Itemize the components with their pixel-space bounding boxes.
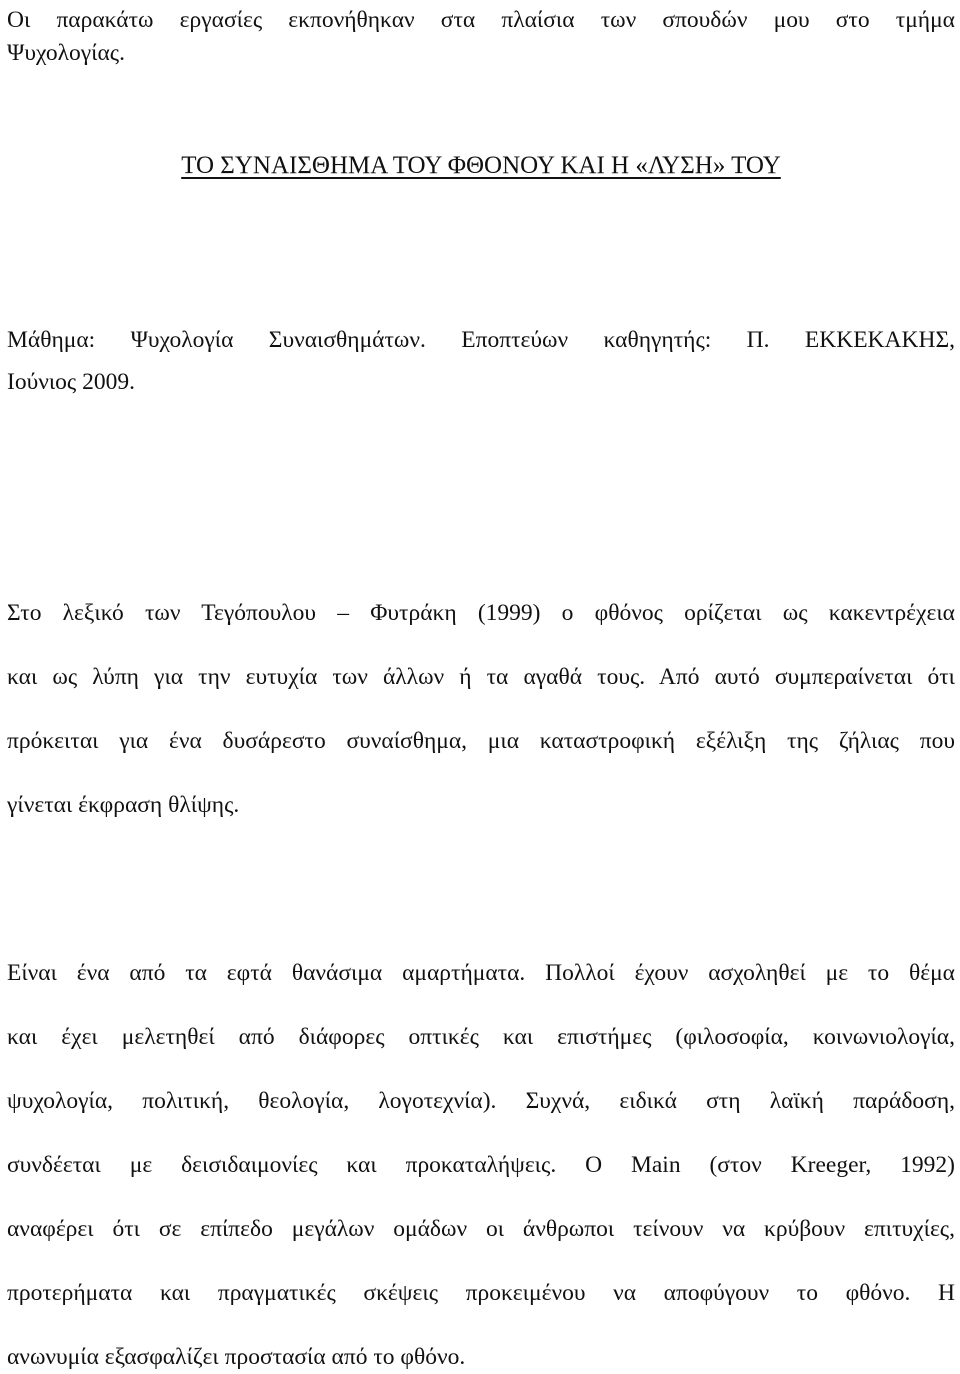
- intro-text-line: Ψυχολογίας.: [7, 40, 125, 66]
- paragraph-line: και ως λύπη για την ευτυχία των άλλων ή τα αγαθά τους. Από αυτό συμπεραίνεται ότι: [7, 664, 955, 690]
- course-meta-line: Μάθημα: Ψυχολογία Συναισθημάτων. Εποπτεύων καθηγητής: Π. ΕΚΚΕΚΑΚΗΣ,: [7, 327, 955, 353]
- paragraph-line: γίνεται έκφραση θλίψης.: [7, 792, 240, 818]
- paragraph-line: Στο λεξικό των Τεγόπουλου – Φυτράκη (1999) ο φθόνος ορίζεται ως κακεντρέχεια: [7, 600, 955, 626]
- paragraph-line: Είναι ένα από τα εφτά θανάσιμα αμαρτήματα. Πολλοί έχουν ασχοληθεί με το θέμα: [7, 960, 955, 986]
- paragraph-line: ψυχολογία, πολιτική, θεολογία, λογοτεχνία). Συχνά, ειδικά στη λαϊκή παράδοση,: [7, 1088, 955, 1114]
- course-meta-line: Ιούνιος 2009.: [7, 369, 135, 395]
- document-title: ΤΟ ΣΥΝΑΙΣΘΗΜΑ ΤΟΥ ΦΘΟΝΟΥ ΚΑΙ Η «ΛΥΣΗ» ΤΟΥ: [181, 152, 781, 179]
- paragraph-line: και έχει μελετηθεί από διάφορες οπτικές και επιστήμες (φιλοσοφία, κοινωνιολογία,: [7, 1024, 955, 1050]
- intro-text-line: Οι παρακάτω εργασίες εκπονήθηκαν στα πλαίσια των σπουδών μου στο τμήμα: [7, 7, 955, 33]
- paragraph-line: ανωνυμία εξασφαλίζει προστασία από το φθόνο.: [7, 1344, 466, 1370]
- paragraph-line: αναφέρει ότι σε επίπεδο μεγάλων ομάδων οι άνθρωποι τείνουν να κρύβουν επιτυχίες,: [7, 1216, 955, 1242]
- paragraph-line: πρόκειται για ένα δυσάρεστο συναίσθημα, μια καταστροφική εξέλιξη της ζήλιας που: [7, 728, 955, 754]
- paragraph-line: συνδέεται με δεισιδαιμονίες και προκαταλήψεις. Ο Main (στον Kreeger, 1992): [7, 1152, 955, 1178]
- paragraph-line: προτερήματα και πραγματικές σκέψεις προκειμένου να αποφύγουν το φθόνο. Η: [7, 1280, 955, 1306]
